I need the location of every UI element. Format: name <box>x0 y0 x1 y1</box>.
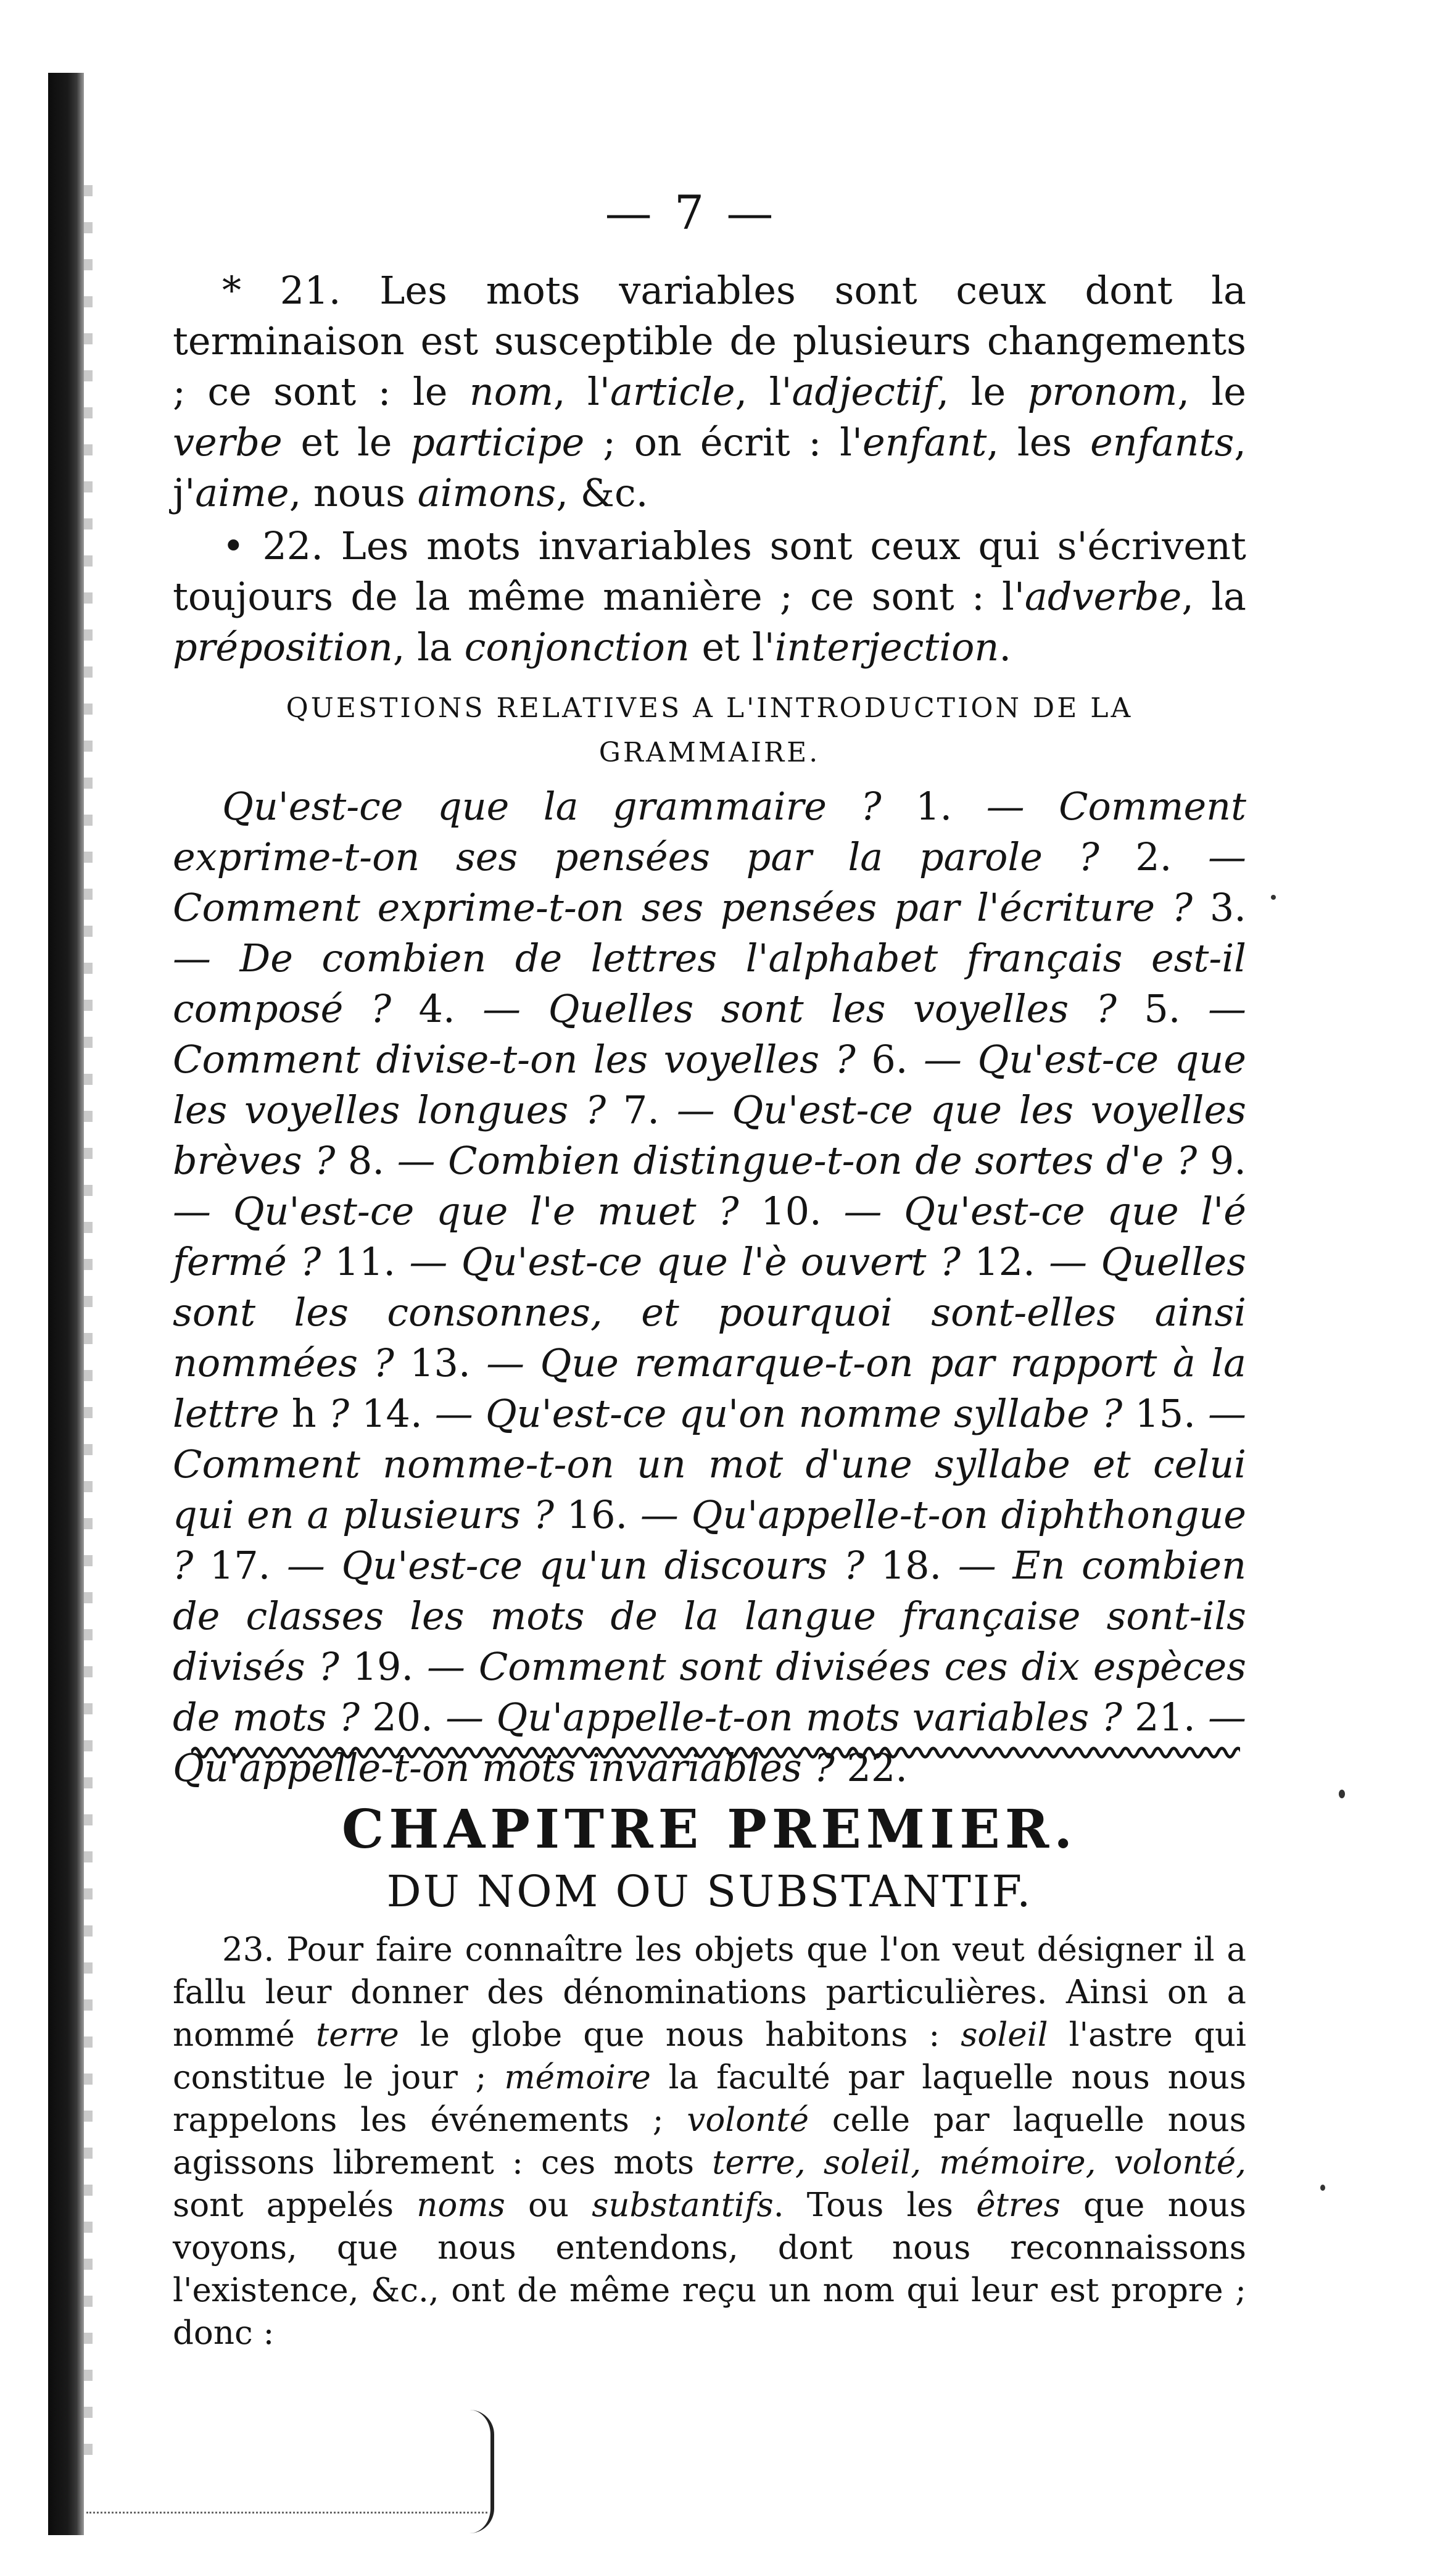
question-number: 8. <box>347 1138 385 1183</box>
question-text: Comment divise-t-on les voyelles ? <box>173 1037 856 1082</box>
text-run: . <box>999 625 1012 670</box>
text-run: Les mots variables sont ceux dont la terminaison est susceptible de plusieurs changements ; ce sont : le <box>173 268 1247 414</box>
term-adjectif: adjectif <box>792 369 937 414</box>
question-number: 7. <box>623 1087 660 1132</box>
page-number: — 7 — <box>605 185 777 240</box>
chapter-title: CHAPITRE PREMIER. <box>341 1798 1078 1861</box>
term-etres: êtres <box>976 2186 1061 2224</box>
question-text: Quelles sont les consonnes, et pourquoi sont-elles ainsi nommées ? <box>173 1239 1246 1385</box>
text-run: et l' <box>689 625 775 670</box>
term-list: terre, soleil, mémoire, volonté, <box>712 2144 1247 2182</box>
term-interjection: interjection <box>774 625 999 670</box>
question-number: 21. <box>1135 1695 1196 1740</box>
question-text: Comment exprime-t-on ses pensées par la parole ? <box>173 784 1246 879</box>
question-text: Qu'est-ce qu'un discours ? <box>341 1543 865 1588</box>
term-nom: nom <box>469 369 553 414</box>
term-enfant: enfant <box>862 420 987 465</box>
term-adverbe: adverbe <box>1024 574 1182 619</box>
text-run: , nous <box>289 470 418 515</box>
text-run: celle par laquelle nous agissons librement : ces mots <box>173 2101 1247 2182</box>
book-spine-shadow <box>48 73 84 2535</box>
text-run: , la <box>1181 574 1246 619</box>
ink-speck <box>1339 1790 1345 1798</box>
text-run: ou <box>505 2186 592 2224</box>
question-text: Combien distingue-t-on de sortes d'e ? <box>448 1138 1197 1183</box>
text-run: 23. Pour faire connaître les objets que l'on veut désigner il a fallu leur donner des dénominations particulières. Ainsi on a nommé <box>173 1931 1246 2054</box>
term-article: article <box>610 369 735 414</box>
question-text: Qu'est-ce que l'è ouvert ? <box>461 1239 961 1284</box>
question-text: Qu'est-ce que l'é fermé ? <box>173 1189 1246 1284</box>
question-text: Qu'est-ce que les voyelles longues ? <box>173 1037 1246 1132</box>
term-noms: noms <box>416 2186 505 2224</box>
paragraph-marker: * 21. <box>222 268 341 313</box>
question-number: 16. <box>566 1492 628 1537</box>
text-run: ; on écrit : l' <box>584 420 863 465</box>
question-text: Quelles sont les voyelles ? <box>548 986 1117 1031</box>
question-number: 12. <box>974 1239 1035 1284</box>
question-number: 9. <box>1209 1138 1246 1183</box>
question-text: Qu'appelle-t-on mots invariables ? <box>173 1745 835 1790</box>
chapter-heading <box>173 1796 1246 1919</box>
paragraph-23-body <box>173 1928 1246 2354</box>
question-text: Qu'est-ce qu'on nomme syllabe ? <box>485 1391 1123 1436</box>
text-run: , la <box>392 625 465 670</box>
questions-list: Qu'est-ce que la grammaire ? 1. — Comment exprime-t-on ses pensées par la parole ? 2. — Comment exprime-t-on ses pensées par l'écriture ? 3. — De combien de lettres l'alphabet français est-il composé ? 4. — Quelles sont les voyelles ? 5. — Comment divise-t-on les voyelles ? 6. — Qu'est-ce que les voyelles longues ? 7. — Qu'est-ce que les voyelles brèves ? 8. — Combien distingue-t-on de sortes d'e ? 9. — Qu'est-ce que l'e muet ? 10. — Qu'est-ce que l'é fermé ? 11. — Qu'est-ce que l'è ouvert ? 12. — Quelles sont les consonnes, et pourquoi sont-elles ainsi nommées ? 13. — Que remarque-t-on par rapport à la lettre h ? 14. — Qu'est-ce qu'on nomme syllabe ? 15. — Comment nomme-t-on un mot d'une syllabe et celui qui en a plusieurs ? 16. — Qu'appelle-t-on diphthongue ? 17. — Qu'est-ce qu'un discours ? 18. — En combien de classes les mots de la langue française sont-ils divisés ? 19. — Comment sont divisées ces dix espèces de mots ? 20. — Qu'appelle-t-on mots variables ? 21. — Qu'appelle-t-on mots invariables ? 22. <box>173 784 1247 1790</box>
question-text: Qu'est-ce que la grammaire ? <box>222 784 882 829</box>
question-number: 19. <box>352 1644 414 1689</box>
term-memoire: mémoire <box>504 2059 651 2096</box>
text-run: sont appelés <box>173 2186 417 2224</box>
question-number: 15. <box>1135 1391 1196 1436</box>
text-run: , l' <box>553 369 610 414</box>
term-terre: terre <box>315 2016 399 2054</box>
question-number: 20. <box>372 1695 433 1740</box>
text-run: et le <box>282 420 411 465</box>
bottom-dotted-line <box>86 2512 487 2514</box>
term-soleil: soleil <box>961 2016 1048 2054</box>
text-run: la faculté par laquelle nous nous rappelons les événements ; <box>173 2059 1246 2139</box>
question-number: 6. <box>871 1037 908 1082</box>
term-aime: aime <box>195 470 289 515</box>
text-run: le globe que nous habitons : <box>399 2016 961 2054</box>
term-conjonction: conjonction <box>464 625 690 670</box>
question-text: Qu'appelle-t-on diphthongue ? <box>173 1492 1246 1588</box>
text-run: Les mots invariables sont ceux qui s'écrivent toujours de la même manière ; ce sont : l' <box>173 523 1246 619</box>
question-number: 5. <box>1144 986 1181 1031</box>
question-tail: ? <box>316 1391 350 1436</box>
question-text: Comment nomme-t-on un mot d'une syllabe et celui qui en a plusieurs ? <box>173 1442 1246 1537</box>
question-number: 4. <box>418 986 455 1031</box>
term-verbe: verbe <box>173 420 283 465</box>
question-text: En combien de classes les mots de la langue française sont-ils divisés ? <box>173 1543 1247 1689</box>
question-text: Comment exprime-t-on ses pensées par l'écriture ? <box>173 885 1193 930</box>
text-run: , le <box>1177 369 1246 414</box>
question-number: 10. <box>761 1189 822 1234</box>
text-run: , l' <box>735 369 792 414</box>
ink-speck <box>1271 895 1276 900</box>
text-run: l'astre qui constitue le jour ; <box>173 2016 1246 2096</box>
question-number: 3. <box>1209 885 1246 930</box>
main-text <box>173 265 1246 1796</box>
question-number: 18. <box>880 1543 942 1588</box>
question-number: 14. <box>362 1391 423 1436</box>
term-preposition: préposition <box>173 625 393 670</box>
paragraph-marker: • 22. <box>222 523 323 568</box>
question-text: Que remarque-t-on par rapport à la lettre <box>173 1340 1246 1436</box>
question-number: 11. <box>334 1239 396 1284</box>
question-number: 2. <box>1135 834 1172 879</box>
term-aimons: aimons <box>417 470 556 515</box>
ink-speck <box>1320 2185 1325 2191</box>
term-volonte: volonté <box>687 2101 809 2139</box>
question-number: 13. <box>410 1340 471 1385</box>
paragraph-22 <box>173 521 1246 673</box>
chapter-subtitle: DU NOM OU SUBSTANTIF. <box>386 1866 1033 1917</box>
term-pronom: pronom <box>1027 369 1178 414</box>
question-number: 17. <box>209 1543 271 1588</box>
question-text: Qu'est-ce que les voyelles brèves ? <box>173 1087 1246 1183</box>
questions-heading: QUESTIONS RELATIVES A L'INTRODUCTION DE LA GRAMMAIRE. <box>286 692 1133 768</box>
question-number: 22. <box>846 1745 908 1790</box>
term-participe: participe <box>410 420 585 465</box>
text-run: . Tous les <box>773 2186 977 2224</box>
text-run: , les <box>987 420 1091 465</box>
decorative-wave-rule <box>191 1742 1240 1764</box>
question-letter: h <box>291 1391 316 1436</box>
page-edge-marks <box>84 185 93 2468</box>
question-text: De combien de lettres l'alphabet français est-il composé ? <box>173 936 1246 1031</box>
text-run: , le <box>937 369 1028 414</box>
paragraph-23 <box>173 1928 1246 2354</box>
question-text: Comment sont divisées ces dix espèces de mots ? <box>173 1644 1246 1740</box>
text-run: que nous voyons, que nous entendons, dont nous reconnaissons l'existence, &c., ont de même reçu un nom qui leur est propre ; donc : <box>173 2186 1246 2352</box>
question-number: 1. <box>916 784 953 829</box>
term-enfants: enfants <box>1090 420 1235 465</box>
question-text: Qu'appelle-t-on mots variables ? <box>496 1695 1122 1740</box>
term-substantifs: substantifs <box>592 2186 774 2224</box>
text-run: , j' <box>173 420 1246 515</box>
text-run: , &c. <box>556 470 648 515</box>
question-text: Qu'est-ce que l'e muet ? <box>233 1189 739 1234</box>
paragraph-21 <box>173 265 1246 518</box>
margin-bracket-mark <box>460 2410 494 2533</box>
